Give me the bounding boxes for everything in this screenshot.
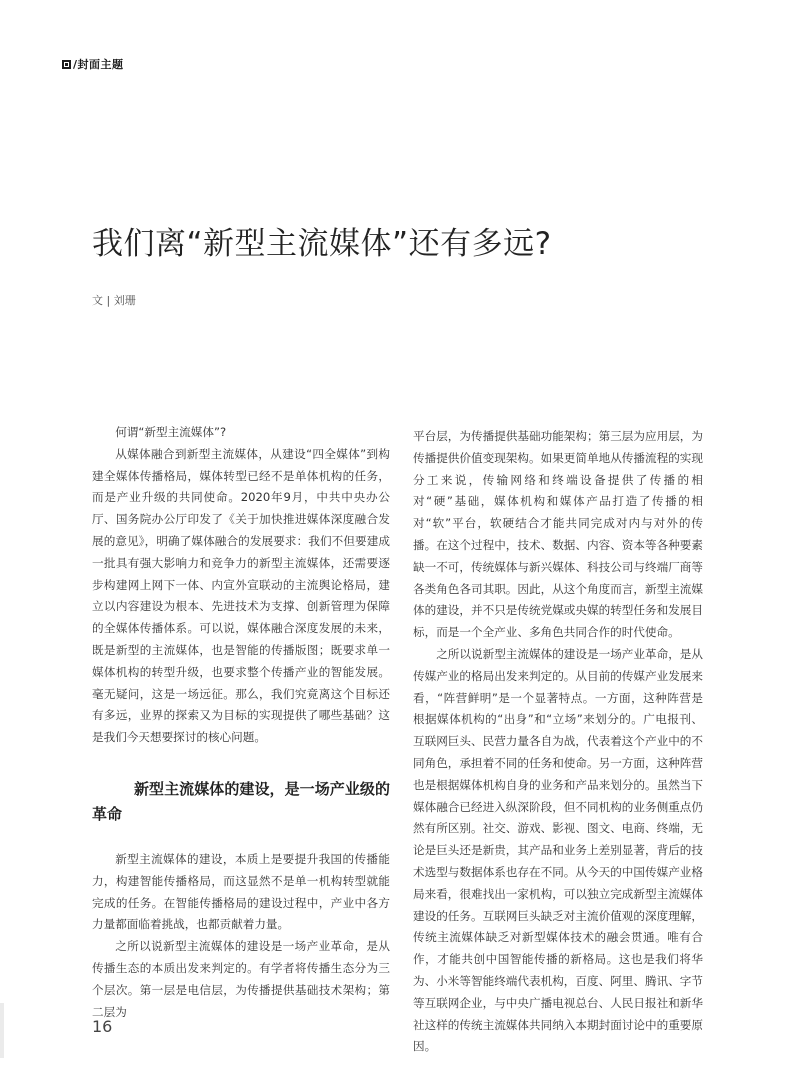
intro-question: 何谓“新型主流媒体”? bbox=[115, 425, 227, 439]
page-number: 16 bbox=[92, 1017, 113, 1036]
paragraph: 之所以说新型主流媒体的建设是一场产业革命，是从传播生态的本质出发来判定的。有学者将传播生态分为三个层次。第一层是电信层，为传播提供基础技术架构；第二层为 bbox=[92, 939, 390, 1019]
section-label: /封面主题 bbox=[73, 58, 124, 71]
section-header bbox=[62, 56, 124, 72]
right-column bbox=[413, 426, 703, 1058]
paragraph-continued: 平台层，为传播提供基础功能架构；第三层为应用层，为传播提供价值变现架构。如果更简单地从传播流程的实现分工来说，传输网络和终端设备提供了传播的相对“硬”基础，媒体机构和媒体产品打造了传播的相对“软”平台，软硬结合才能共同完成对内与对外的传播。在这个过程中，技术、数据、内容、资本等各种要素缺一不可，传统媒体与新兴媒体、科技公司与终端厂商等各类角色各司其职。因此，从这个角度而言，新型主流媒体的建设，并不只是传统党媒或央媒的转型任务和发展目标，而是一个全产业、多角色共同合作的时代使命。 bbox=[413, 429, 703, 640]
decorative-margin-bar bbox=[0, 1003, 4, 1058]
magazine-logo-icon bbox=[62, 60, 71, 69]
paragraph: 之所以说新型主流媒体的建设是一场产业革命，是从传媒产业的格局出发来判定的。从目前的传媒产业发展来看，“阵营鲜明”是一个显著特点。一方面，这种阵营是根据媒体机构的“出身”和“立场”来划分的。广电报刊、互联网巨头、民营力量各自为战，代表着这个产业中的不同角色，承担着不同的任务和使命。另一方面，这种阵营也是根据媒体机构自身的业务和产品来划分的。虽然当下媒体融合已经进入纵深阶段，但不同机构的业务侧重点仍然有所区别。社交、游戏、影视、图文、电商、终端，无论是巨头还是新贵，其产品和业务上差别显著，背后的技术选型与数据体系也存在不同。从今天的中国传媒产业格局来看，很难找出一家机构，可以独立完成新型主流媒体建设的任务。互联网巨头缺乏对主流价值观的深度理解，传统主流媒体缺乏对新型媒体技术的融会贯通。唯有合作，才能共创中国智能传播的新格局。这也是我们将华为、小米等智能终端代表机构，百度、阿里、腾讯、字节等互联网企业，与中央广播电视总台、人民日报社和新华社这样的传统主流媒体共同纳入本期封面讨论中的重要原因。 bbox=[413, 646, 703, 1054]
paragraph: 新型主流媒体的建设，本质上是要提升我国的传播能力，构建智能传播格局，而这显然不是单一机构转型就能完成的任务。在智能传播格局的建设过程中，产业中各方力量都面临着挑战，也都贡献着力量。 bbox=[92, 851, 390, 932]
section-subheading: 新型主流媒体的建设，是一场产业级的革命 bbox=[92, 779, 390, 823]
article-title: 我们离“新型主流媒体”还有多远? bbox=[92, 226, 552, 262]
article-byline: 文 | 刘珊 bbox=[92, 294, 136, 307]
left-column bbox=[92, 422, 390, 1023]
paragraph: 从媒体融合到新型主流媒体，从建设“四全媒体”到构建全媒体传播格局，媒体转型已经不是单体机构的任务，而是产业升级的共同使命。2020年9月，中共中央办公厅、国务院办公厅印发了《关于加快推进媒体深度融合发展的意见》，明确了媒体融合的发展要求：我们不但要建成一批具有强大影响力和竞争力的新型主流媒体，还需要逐步构建网上网下一体、内宣外宣联动的主流舆论格局，建立以内容建设为根本、先进技术为支撑、创新管理为保障的全媒体传播体系。可以说，媒体融合深度发展的未来，既是新型的主流媒体，也是智能的传播版图；既要求单一媒体机构的转型升级，也要求整个传播产业的智能发展。毫无疑问，这是一场远征。那么，我们究竟离这个目标还有多远，业界的探索又为目标的实现提供了哪些基础？这是我们今天想要探讨的核心问题。 bbox=[92, 446, 390, 745]
